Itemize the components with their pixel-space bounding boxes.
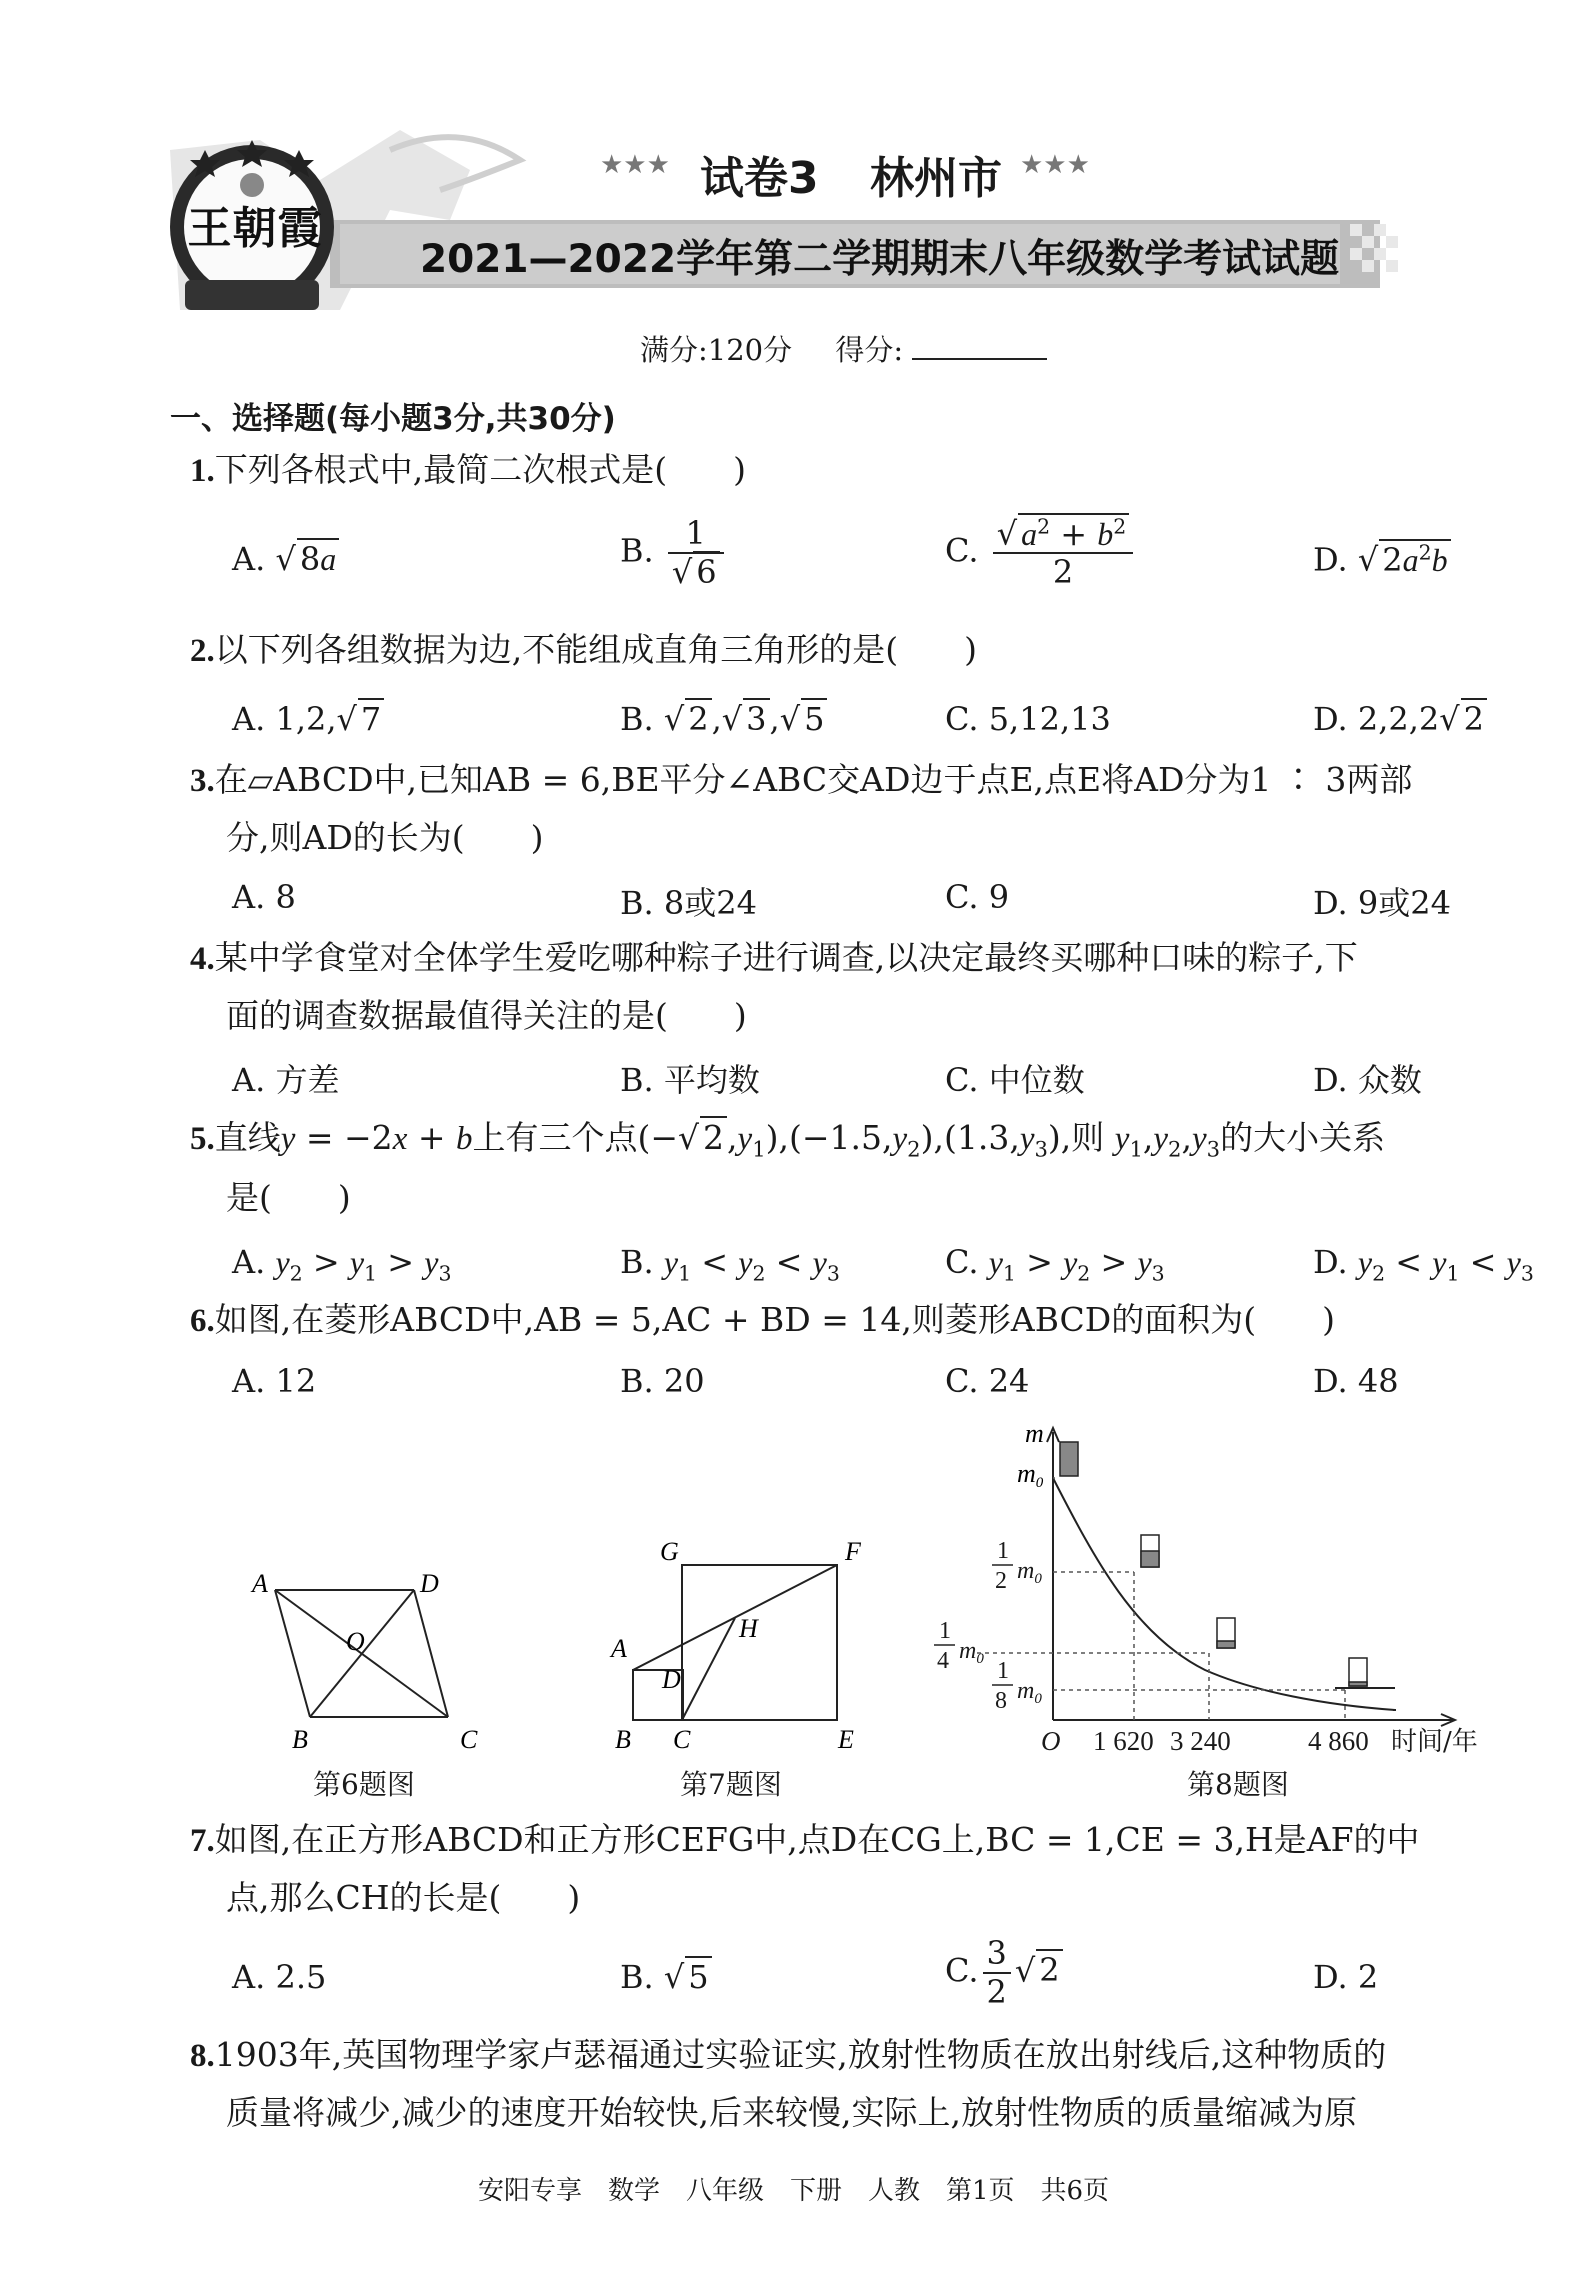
question-3: 3.在▱ABCD中,已知AB = 6,BE平分∠ABC交AD边于点E,点E将AD分为1 ∶ 3两部 — [190, 760, 1413, 799]
square-cefg — [682, 1565, 837, 1720]
fig6-label-c: C — [460, 1725, 478, 1754]
segment-af — [633, 1565, 837, 1670]
fig7-label-g: G — [660, 1537, 679, 1566]
exam-title: 2021—2022学年第二学期期末八年级数学考试试题 — [420, 237, 1340, 282]
segment-ch — [682, 1618, 735, 1720]
question-4-line2: 面的调查数据最值得关注的是( ) — [226, 996, 747, 1035]
q4-option-d: D. 众数 — [1313, 1061, 1422, 1099]
fig8-half-m: $m_0$ — [1017, 1558, 1042, 1587]
q7-option-b: B. √ 5 — [620, 1958, 712, 1996]
q5-option-c: C. $y_1 > y_2 > y_3$ — [945, 1243, 1165, 1286]
figure-6-caption: 第6题图 — [313, 1768, 415, 1801]
q3-option-a: A. 8 — [232, 878, 296, 916]
q2-option-b: B. √ 2,√ 3,√ 5 — [620, 700, 827, 738]
question-6: 6.如图,在菱形ABCD中,AB = 5,AC + BD = 14,则菱形ABCD的面积为( ) — [190, 1300, 1336, 1339]
fig8-quarter-m: $m_0$ — [959, 1638, 984, 1667]
q4-option-c: C. 中位数 — [945, 1061, 1085, 1099]
fig6-label-b: B — [292, 1725, 308, 1754]
q6-option-b: B. 20 — [620, 1362, 705, 1400]
score-line — [640, 328, 1047, 369]
fig8-x-unit: 时间/年 — [1391, 1727, 1478, 1757]
fig7-label-b: B — [615, 1725, 631, 1750]
fig8-eighth-den: 8 — [995, 1688, 1007, 1714]
figure-6 — [240, 1555, 490, 1755]
q5-option-a: A. $y_2 > y_1 > y_3$ — [232, 1243, 452, 1286]
q6-option-a: A. 12 — [232, 1362, 317, 1400]
question-8-line2: 质量将减少,减少的速度开始较快,后来较慢,实际上,放射性物质的质量缩减为原 — [226, 2093, 1357, 2132]
full-mark: 满分:120分 — [640, 333, 793, 367]
fig8-m0-label: m0 — [1017, 1459, 1044, 1491]
question-1: 1.下列各根式中,最简二次根式是( ) — [190, 450, 746, 489]
fig7-label-c: C — [673, 1725, 691, 1750]
exam-number: 试卷3 — [700, 153, 819, 204]
fig8-eighth-m: $m_0$ — [1017, 1678, 1042, 1707]
q2-option-d: D. 2,2,2√ 2 — [1313, 700, 1487, 738]
q7-option-a: A. 2.5 — [232, 1958, 327, 1996]
fig8-tick-3240: 3 240 — [1170, 1726, 1231, 1756]
question-8: 8.1903年,英国物理学家卢瑟福通过实验证实,放射性物质在放出射线后,这种物质的 — [190, 2035, 1387, 2074]
question-4: 4.某中学食堂对全体学生爱吃哪种粽子进行调查,以决定最终买哪种口味的粽子,下 — [190, 938, 1358, 977]
q6-option-c: C. 24 — [945, 1362, 1030, 1400]
question-7: 7.如图,在正方形ABCD和正方形CEFG中,点D在CG上,BC = 1,CE = 3,H是AF的中 — [190, 1820, 1420, 1859]
section-title: 一、选择题(每小题3分,共30分) — [170, 401, 616, 437]
fig7-label-h: H — [739, 1614, 758, 1643]
q7-option-c: C. $\frac{3}{2}$ √ 2 — [945, 1935, 1063, 2011]
q2-option-c: C. 5,12,13 — [945, 700, 1111, 738]
q3-option-c: C. 9 — [945, 878, 1010, 916]
q1-option-a: A. √ 8a — [232, 540, 339, 578]
fig6-label-d: D — [420, 1569, 439, 1598]
fig6-label-a: A — [252, 1569, 268, 1598]
fig7-label-a: A — [611, 1634, 627, 1663]
q7-option-d: D. 2 — [1313, 1958, 1379, 1996]
score-label: 得分: — [835, 333, 904, 367]
figure-8-caption: 第8题图 — [1187, 1768, 1289, 1801]
fig7-label-d: D — [662, 1665, 681, 1694]
fig8-tick-1620: 1 620 — [1093, 1726, 1154, 1756]
stars-right: ★★★ — [1020, 150, 1090, 180]
q5-option-b: B. $y_1 < y_2 < y_3$ — [620, 1243, 840, 1286]
fig8-tick-4860: 4 860 — [1308, 1726, 1369, 1756]
q3-option-b: B. 8或24 — [620, 884, 757, 922]
sample-quarter-fill — [1217, 1641, 1235, 1648]
score-blank — [912, 358, 1047, 360]
question-5: 5.直线y = −2x + b上有三个点(−√ $2,y_1),(-1.5,y_2),(1.3,y_3)$,则 $y_1,y_2,y_3$的大小关系 — [190, 1118, 1386, 1162]
sample-half-fill — [1141, 1551, 1159, 1567]
fig8-half-num: 1 — [997, 1538, 1009, 1564]
q2-option-a: A. 1,2,√ 7 — [232, 700, 384, 738]
city-name: 林州市 — [870, 153, 1002, 204]
q4-option-a: A. 方差 — [232, 1061, 340, 1099]
question-7-line2: 点,那么CH的长是( ) — [226, 1878, 581, 1917]
figure-8 — [925, 1420, 1515, 1760]
fig8-eighth-num: 1 — [997, 1658, 1009, 1684]
q4-option-b: B. 平均数 — [620, 1061, 760, 1099]
fig7-label-f: F — [845, 1537, 861, 1566]
rhombus-edge-cd — [414, 1590, 448, 1717]
question-3-line2: 分,则AD的长为( ) — [226, 818, 544, 857]
fig8-quarter-num: 1 — [939, 1618, 951, 1644]
q6-option-d: D. 48 — [1313, 1362, 1399, 1400]
sample-full-icon — [1060, 1442, 1078, 1476]
fig8-tick-origin: O — [1041, 1726, 1061, 1756]
figure-7-caption: 第7题图 — [680, 1768, 782, 1801]
stars-left: ★★★ — [600, 150, 670, 180]
q5-option-d: D. $y_2 < y_1 < y_3$ — [1313, 1243, 1534, 1286]
question-2: 2.以下列各组数据为边,不能组成直角三角形的是( ) — [190, 630, 977, 669]
fig8-half-den: 2 — [995, 1568, 1007, 1594]
logo-text: 王朝霞 — [187, 203, 323, 254]
q1-option-b: B. $\frac{1}{√ 6}$ — [620, 515, 728, 591]
fig7-label-e: E — [838, 1725, 854, 1750]
q1-option-c: C. $\frac{√ a^2 + b^2}{2}$ — [945, 515, 1137, 591]
figure-7 — [605, 1530, 885, 1750]
fig8-quarter-den: 4 — [937, 1648, 949, 1674]
fig6-label-o: O — [346, 1627, 365, 1656]
question-5-line2: 是( ) — [226, 1178, 351, 1217]
q3-option-d: D. 9或24 — [1313, 884, 1451, 922]
page-footer: 安阳专享 数学 八年级 下册 人教 第1页 共6页 — [477, 2176, 1110, 2206]
q1-option-d: D. √ $2a^2b$ — [1313, 540, 1451, 579]
rhombus-edge-ab — [275, 1590, 310, 1717]
fig8-y-label: m — [1025, 1420, 1044, 1448]
sample-eighth-fill — [1349, 1682, 1367, 1686]
decay-curve — [1053, 1478, 1395, 1711]
